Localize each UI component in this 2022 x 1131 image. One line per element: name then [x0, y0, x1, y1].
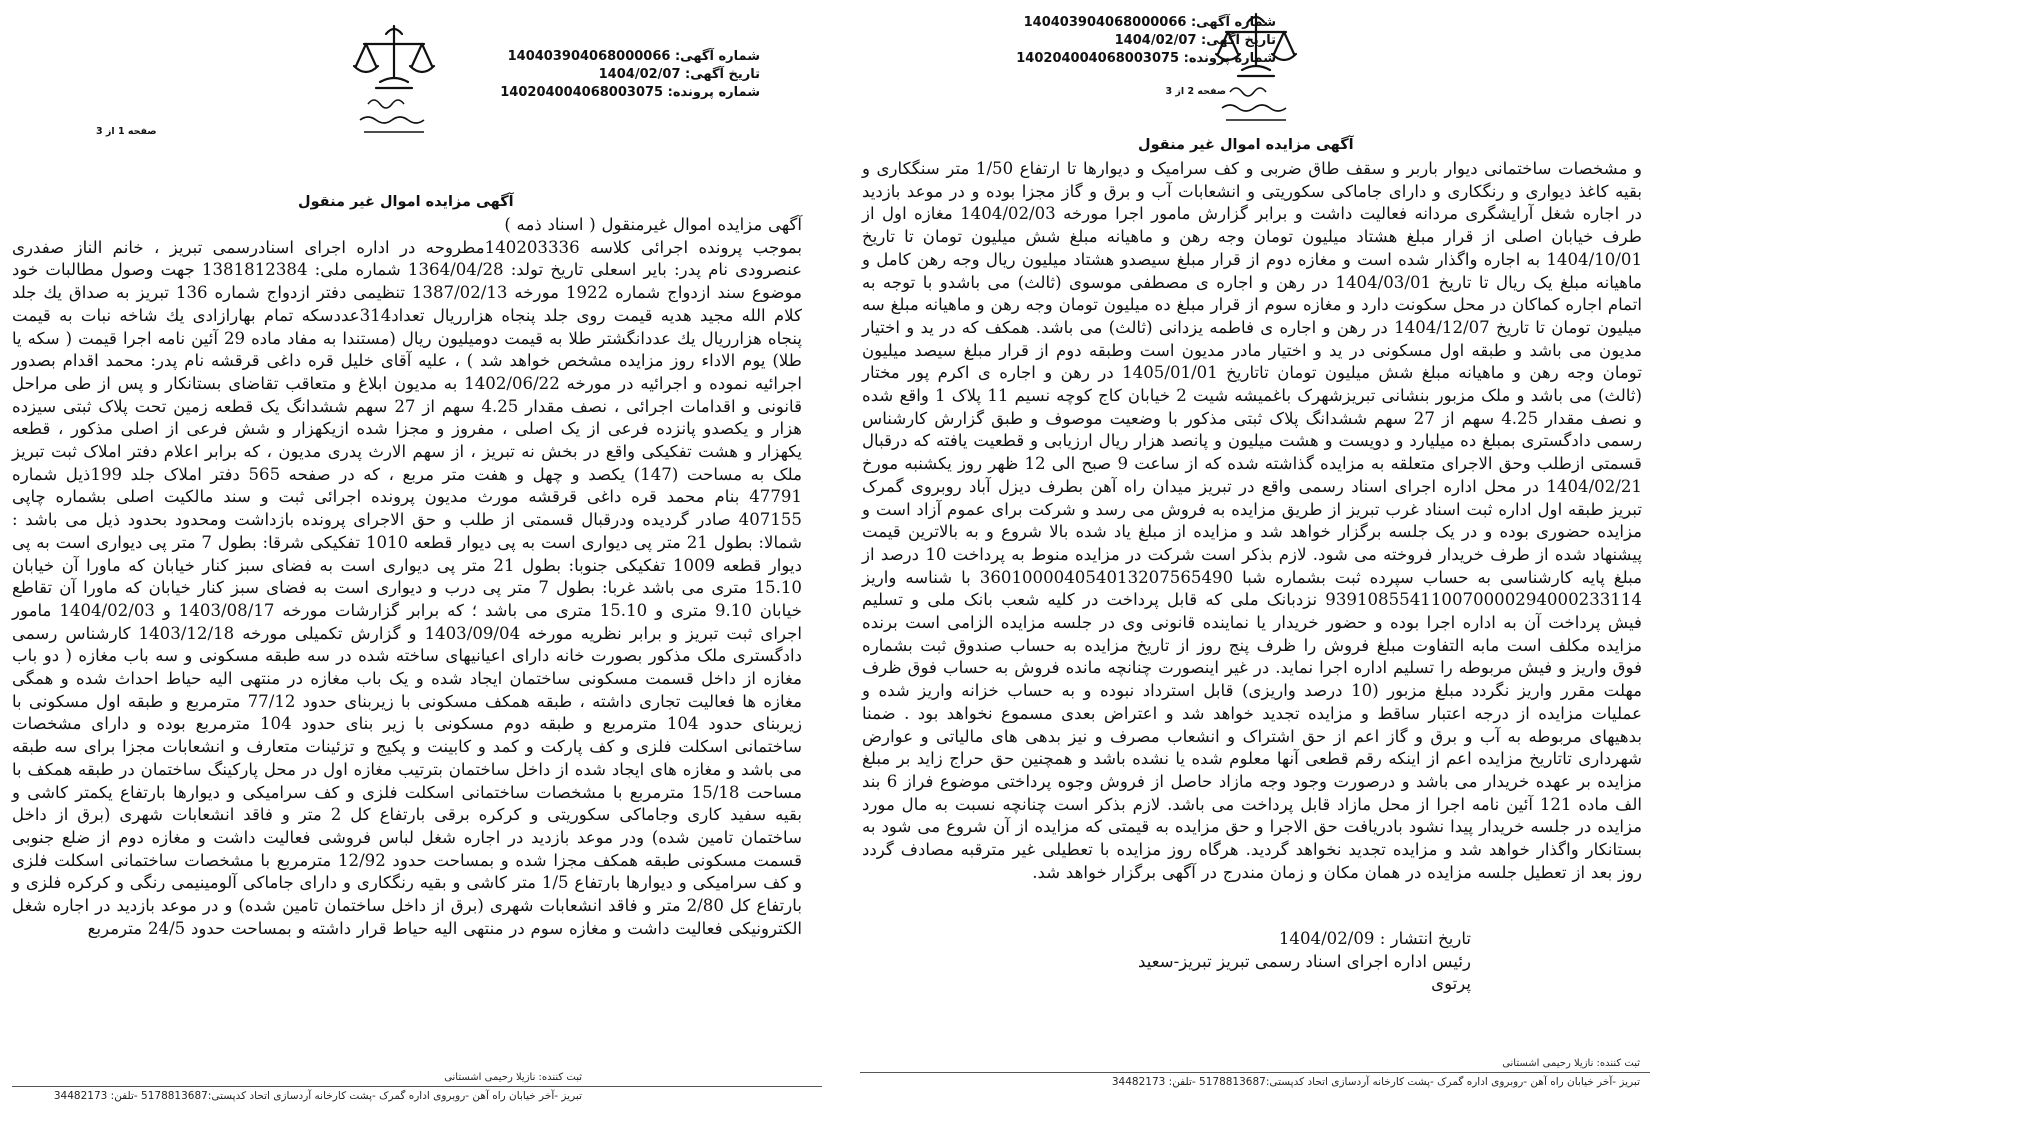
judiciary-scales-emblem-icon [346, 20, 442, 138]
footer-divider [12, 1086, 822, 1087]
ad-number: شماره آگهی: 140403904068000066 [1023, 15, 1276, 30]
paragraph: و مشخصات ساختمانی دیوار باربر و سقف طاق ضربی و کف سرامیک و دیوارها تا ارتفاع 1/50 متر سنگکاری و بقیه کاغذ دیواری و رنگکاری و دارای جاماکی سکوریتی و انشعابات آب و برق و گاز مجزا بوده و در موعد بازدید در اجاره شغل آرایشگری مردانه فعالیت داشت و برابر گزارش مامور اجرا مورخه 1404/02/03 مغازه اول از طرف خیابان اصلی از قرار مبلغ هشتاد میلیون تومان وجه رهن و ماهیانه مبلغ شش میلیون تومان تا تاریخ 1404/10/01 به اجاره واگذار شده است و مغازه دوم از قرار مبلغ سیصدو هشتاد میلیون ریال وجه رهن کامل و ماهیانه مبلغ یک ریال تا تاریخ 1404/03/01 در رهن و اجاره ی مصطفی موسوی (ثالث) می باشدو با توجه به اتمام اجاره کماکان در محل سکونت دارد و مغازه سوم از قرار مبلغ ده میلیون تومان وجه رهن و ماهیانه مبلغ سه میلیون تومان تا تاریخ 1404/12/07 در رهن و اجاره ی فاطمه یزدانی (ثالث) می باشد. همکف که در ید و اختیار مدیون می باشد و طبقه اول مسکونی در ید و اختیار مادر مدیون است وطبقه دوم از قرار مبلغ سیصد میلیون تومان وجه رهن و ماهیانه مبلغ شش میلیون تومان تاتاریخ 1405/01/01 در رهن و اجاره ی اکرم پور مختار (ثالث) می باشد و ملک مزبور بنشانی تبریزشهرک باغمیشه شیت 2 خیابان کاج کوچه نسیم 11 پلاک 1 واقع شده و نصف مقدار 4.25 سهم از 27 سهم ششدانگ پلاک ثبتی مذکور با وضعیت موصوف و طبق گزارش کارشناس رسمی دادگستری بمبلغ ده میلیارد و دویست و هشت میلیون و پانصد هزار ریال ارزیابی و قطعیت یافته که درقبال قسمتی ازطلب وحق الاجرای متعلقه به مزایده گذاشته شده که از ساعت 9 صبح الی 12 ظهر روز یکشنبه مورخ 1404/02/21 در محل اداره اجرای اسناد رسمی واقع در تبریز میدان راه آهن بطرف دیزل آباد روبروی گمرک تبریز طبقه اول اداره ثبت اسناد غرب تبریز از طریق مزایده به فروش می رسد و شرکت برای عموم آزاد است و مزایده حضوری بوده و در یک جلسه برگزار خواهد شد و مزایده از مبلغ یاد شده بالا شروع و به بالاترین قیمت پیشنهاد شده از طرف خریدار فروخته می شود. لازم بذکر است شرکت در مزایده منوط به پرداخت 10 درصد از مبلغ پایه کارشناسی به حساب سپرده ثبت بشماره شبا 360100004054013207565490 با شناسه واریز 939108554110070000294000233114 نزدبانک ملی که قابل پرداخت در کلیه شعب بانک ملی و تسلیم فیش پرداخت آن به اداره اجرا بوده و حضور خریدار یا نماینده قانونی وی در جلسه مزایده الزامی است برنده مزایده مکلف است مابه التفاوت مبلغ فروش را ظرف پنج روز از تاریخ مزایده به حساب صندوق ثبت بشماره فوق واریز و فیش مربوطه را تسلیم اداره اجرا نماید. در غیر اینصورت چنانچه مانده فروش به حساب فوق ظرف مهلت مقرر واریز نگردد مبلغ مزبور (10 درصد واریزی) قابل استرداد نبوده و به حساب خزانه واریز شده و عملیات مزایده از درجه اعتبار ساقط و مزایده تجدید خواهد شد و اعتراض بعدی مسموع نخواهد بود . ضمنا بدهیهای مربوطه به آب و برق و گاز اعم از حق اشتراک و انشعاب مصرف و نیز بدهی های مالیاتی و عوارض شهرداری تاتاریخ مزایده اعم از اینکه رقم قطعی آنها معلوم شده یا نشده باشد و همچنین حق حراج زاید بر مبلغ مزایده بر عهده خریدار می باشد و درصورت وجود وجه مازاد حاصل از فروش وجوه پرداختی موضوع فراز 6 بند الف ماده 121 آئین نامه اجرا از محل مازاد قابل پرداخت می باشد. لازم بذکر است چنانچه نسبت به مال مورد مزایده در جلسه خریدار پیدا نشود بادریافت حق الاجرا و حق مزایده به قیمتی که مزایده از آن شروع می شود به بستانکار واگذار خواهد شد و مزایده تجدید نخواهد گردید. هرگاه روز مزایده با تعطیلی غیر مترقبه مصادف گردد روز بعد از تعطیل جلسه مزایده در همان مکان و زمان مندرج در آگهی برگزار خواهد شد. [862, 159, 1643, 882]
ad-number: شماره آگهی: 140403904068000066 [507, 49, 760, 64]
body-text [12, 214, 802, 941]
page-number: صفحه 1 از 3 [96, 126, 157, 137]
registrar: ثبت کننده: نازیلا رحیمی اشستانی [1502, 1058, 1640, 1069]
page-title: آگهی مزایده اموال غیر منقول [298, 194, 514, 210]
paragraph: آگهی مزایده اموال غیرمنقول ( اسناد ذمه ) [504, 215, 802, 234]
paragraph: بموجب پرونده اجرائی کلاسه 140203336مطروحه در اداره اجرای اسنادرسمی تبریز ، خانم الناز صفدری عنصرودی نام پدر: بایر اسعلی تاریخ تولد: 1364/04/28 شماره ملی: 1381812384 جهت وصول مطالبات خود موضوع سند ازدواج شماره 1922 مورخه 1387/02/13 تنظیمی دفتر ازدواج شماره 136 تبریز به صداق یك جلد کلام الله مجید هدیه قیمت روی جلد پنجاه هزارریال تعداد314عددسکه تمام بهارازادی یك شاخه نبات به قیمت پنجاه هزارریال یك عددانگشتر طلا به قیمت دومیلیون ریال (مستندا به مفاد ماده 29 آئین نامه اجرا قیمت ( سکه یا طلا) یوم الاداء روز مزایده مشخص خواهد شد ) ، علیه آقای خلیل قره داغی قرقشه نام پدر: محمد اقدام بصدور اجرائیه نموده و اجرائیه در مورخه 1402/06/22 به مدیون ابلاغ و متعاقب تقاضای بستانکار و پس از طی مراحل قانونی و اقدامات اجرائی ، نصف مقدار 4.25 سهم از 27 سهم ششدانگ یک قطعه زمین تحت پلاک ثبتی سیزده هزار و یکصدو پانزده فرعی از یک اصلی ، مفروز و مجزا شده ازیکهزار و شش فرعی از اصلی مذکور ، قطعه یکهزار و هشت تفکیکی واقع در بخش نه تبریز ، از سهم الارث پدری مدیون ، که برابر اعلام دفتر املاک ثبت تبریز ملک به مساحت (147) یکصد و چهل و هفت متر مربع ، که در صفحه 565 دفتر املاک جلد 199ذیل شماره 47791 بنام محمد قره داغی قرقشه مورث مدیون پرونده اجرائی ثبت و سند مالکیت اصلی بشماره چاپی 407155 صادر گردیده ودرقبال قسمتی از طلب و حق الاجرای پرونده بازداشت ومحدود بحدود ذیل می باشد : شمالا: بطول 21 متر پی دیواری است به پی دیوار قطعه 1010 تفکیکی شرقا: بطول 7 متر پی دیواری است به پی دیوار قطعه 1009 تفکیکی جنوبا: بطول 21 متر پی دیواری است به فضای سبز کنار خیابان که ماورا آن خیابان 15.10 متری می باشد غربا: بطول 7 متر پی درب و دیواری است به فضای سبز کنار خیابان که ماورا آن تقاطع خیابان 9.10 متری و 15.10 متری می باشد ؛ که برابر گزارشات مورخه 1403/08/17 و 1404/02/03 مامور اجرای ثبت تبریز و برابر نظریه مورخه 1403/09/04 و گزارش تکمیلی مورخه 1403/12/18 کارشناس رسمی دادگستری ملک مذکور بصورت خانه دارای اعیانیهای ساخته شده در سه طبقه مسکونی و سه باب مغازه ( دو باب مغازه از داخل قسمت مسکونی ساختمان ایجاد شده و یک باب مغازه در منتهی الیه حیاط احداث شده و همگی مغازه ها فعالیت تجاری داشته ، طبقه همکف مسکونی با زیربنای حدود 77/12 مترمربع و طبقه اول مسکونی با زیربنای حدود 104 مترمربع و طبقه دوم مسکونی با زیر بنای حدود 104 مترمربع بوده و دارای مشخصات ساختمانی اسکلت فلزی و کف پارکت و کمد و کابینت و پکیج و تزئینات متعارف و انشعابات مجزا برای سه طبقه می باشد و مغازه های ایجاد شده از داخل ساختمان بترتیب مغازه اول در محل پارکینگ ساختمان در طبقه همکف با مساحت 15/18 مترمربع با مشخصات ساختمانی اسکلت فلزی و کف سرامیکی و دیوارها بارتفاع یکمتر کاشی و بقیه سفید کاری وجاماکی سکوریتی و کرکره برقی بارتفاع کل 2 متر و فاقد انشعابات شهری (برق از داخل ساختمان تامین شده) ودر موعد بازدید در اجاره شغل لباس فروشی فعالیت داشت و مغازه دوم از ضلع جنوبی قسمت مسکونی طبقه همکف مجزا شده و بمساحت حدود 12/92 مترمربع با مشخصات ساختمانی اسکلت فلزی و کف سرامیکی و دیوارها بارتفاع 1/5 متر کاشی و بقیه رنگکاری و دارای جاماکی آلومینیمی رنگی و کرکره فلزی و بارتفاع کل 2/80 متر و فاقد انشعابات شهری (برق از داخل ساختمان تامین شده) و در موعد بازدید در اجاره شغل الکترونیکی فعالیت داشت و مغازه سوم در منتهی الیه حیاط قرار داشته و بمساحت حدود 24/5 مترمربع [12, 237, 803, 938]
signature-block [1138, 928, 1471, 996]
footer-address: تبریز -آخر خیابان راه آهن -روبروی اداره گمرک -پشت کارخانه آردسازی اتحاد کدپستی:5178813687 -تلفن: 34482173 [53, 1090, 582, 1102]
ad-meta-block [500, 48, 760, 102]
publish-date: تاریخ انتشار : 1404/02/09 [1278, 929, 1472, 948]
ad-date: تاریخ آگهی: 1404/02/07 [1114, 33, 1276, 48]
footer-address: تبریز -آخر خیابان راه آهن -روبروی اداره گمرک -پشت کارخانه آردسازی اتحاد کدپستی:5178813687 -تلفن: 34482173 [1111, 1076, 1640, 1088]
body-text [862, 158, 1642, 885]
officer-name: رئیس اداره اجرای اسناد رسمی تبریز تبریز-سعید [1138, 951, 1472, 971]
registrar: ثبت کننده: نازیلا رحیمی اشستانی [444, 1072, 582, 1083]
ad-meta-block [1016, 14, 1276, 68]
page-number: صفحه 2 از 3 [1165, 86, 1226, 97]
document-page-1 [0, 0, 830, 1131]
footer-divider [860, 1072, 1650, 1073]
file-number: شماره پرونده: 140204004068003075 [1016, 51, 1276, 66]
ad-date: تاریخ آگهی: 1404/02/07 [598, 67, 760, 82]
file-number: شماره پرونده: 140204004068003075 [500, 85, 760, 100]
page-title: آگهی مزایده اموال غیر منقول [1138, 137, 1354, 153]
document-page-2 [848, 0, 1658, 1131]
officer-surname: پرتوی [1431, 974, 1472, 994]
